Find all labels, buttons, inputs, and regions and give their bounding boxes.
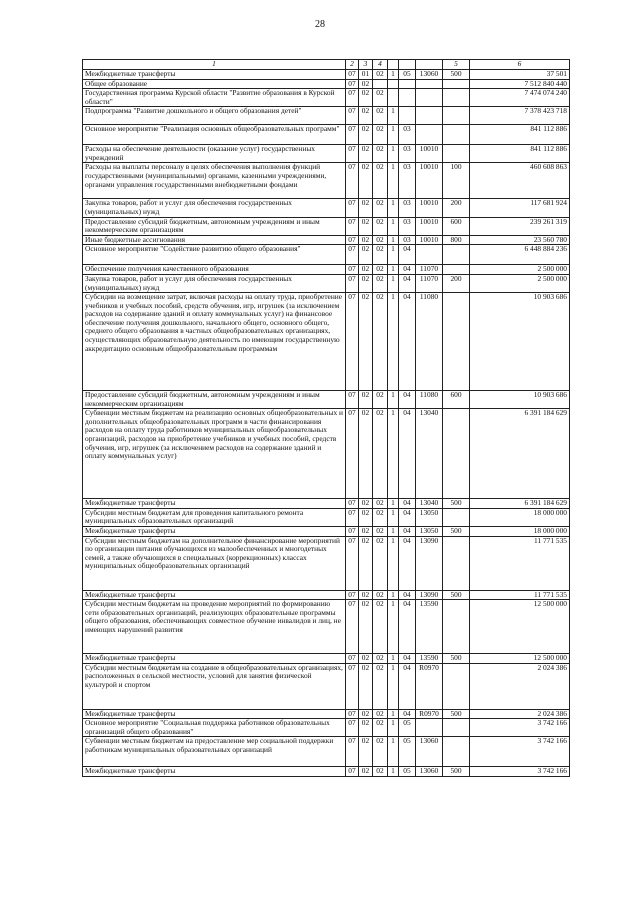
section-code-cell: 07 [346, 89, 359, 107]
amount-cell: 12 500 000 [470, 654, 570, 664]
table-row [83, 709, 570, 719]
program-code-cell: 02 [373, 654, 388, 664]
program-code-cell: 02 [373, 107, 388, 125]
direction-code-cell: 10010 [416, 235, 443, 245]
amount-cell: 7 512 840 440 [470, 79, 570, 89]
subsection-code-cell: 02 [359, 79, 373, 89]
expense-type-code-cell: 800 [443, 235, 470, 245]
amount-cell: 3 742 166 [470, 737, 570, 767]
subsection-code-cell: 02 [359, 709, 373, 719]
subsection-code-cell: 02 [359, 107, 373, 125]
program-code-cell: 02 [373, 293, 388, 391]
direction-code-cell [416, 719, 443, 737]
section-code-cell: 07 [346, 663, 359, 709]
subsection-code-cell: 02 [359, 245, 373, 265]
amount-cell: 7 378 423 718 [470, 107, 570, 125]
direction-code-cell: 13050 [416, 526, 443, 536]
table-row [83, 499, 570, 509]
program-code-cell: 02 [373, 235, 388, 245]
item-name-cell: Субвенции местным бюджетам на реализацию основных общеобразовательных и дополнительных общеобразовательных программ в части финансирования расходов на оплату труда работников муниципальных общеобразовательных организаций, расходов на приобретение учебников и учебных пособий, средств обучения, игр, игрушек (за исключением расходов на содержание зданий и оплату коммунальных услуг) [83, 409, 346, 499]
subsection-code-cell: 02 [359, 654, 373, 664]
amount-cell: 37 501 [470, 70, 570, 80]
header-cell: 3 [359, 60, 373, 70]
amount-cell: 12 500 000 [470, 600, 570, 654]
expense-type-code-cell [443, 245, 470, 265]
subprogram-code-cell: 1 [388, 217, 399, 235]
expense-type-code-cell [443, 79, 470, 89]
direction-code-cell: 13590 [416, 600, 443, 654]
amount-cell: 23 560 780 [470, 235, 570, 245]
section-code-cell: 07 [346, 70, 359, 80]
amount-cell: 7 474 074 240 [470, 89, 570, 107]
expense-type-code-cell: 500 [443, 767, 470, 777]
table-row [83, 199, 570, 217]
subsection-code-cell: 02 [359, 163, 373, 199]
program-code-cell: 02 [373, 199, 388, 217]
subprogram-code-cell: 1 [388, 663, 399, 709]
program-code-cell: 02 [373, 409, 388, 499]
subsection-code-cell: 02 [359, 125, 373, 145]
amount-cell: 11 771 535 [470, 590, 570, 600]
expense-type-code-cell [443, 600, 470, 654]
expense-type-code-cell: 500 [443, 654, 470, 664]
header-cell: 4 [373, 60, 388, 70]
subprogram-code-cell: 1 [388, 409, 399, 499]
direction-code-cell [416, 107, 443, 125]
subprogram-code-cell: 1 [388, 590, 399, 600]
expense-type-code-cell [443, 265, 470, 275]
table-row [83, 737, 570, 767]
direction-code-cell: 11070 [416, 265, 443, 275]
header-cell: 1 [83, 60, 346, 70]
program-code-cell: 02 [373, 600, 388, 654]
direction-code-cell: 13060 [416, 737, 443, 767]
event-code-cell: 04 [399, 293, 416, 391]
subsection-code-cell: 02 [359, 719, 373, 737]
item-name-cell: Межбюджетные трансферты [83, 70, 346, 80]
event-code-cell: 04 [399, 245, 416, 265]
amount-cell: 239 261 319 [470, 217, 570, 235]
section-code-cell: 07 [346, 590, 359, 600]
item-name-cell: Межбюджетные трансферты [83, 654, 346, 664]
direction-code-cell: 13590 [416, 654, 443, 664]
subprogram-code-cell [388, 79, 399, 89]
event-code-cell: 04 [399, 536, 416, 590]
section-code-cell: 07 [346, 163, 359, 199]
section-code-cell: 07 [346, 293, 359, 391]
table-header-row [83, 60, 570, 70]
expense-type-code-cell [443, 293, 470, 391]
amount-cell: 2 024 386 [470, 709, 570, 719]
program-code-cell: 02 [373, 767, 388, 777]
event-code-cell: 04 [399, 508, 416, 526]
expense-type-code-cell: 600 [443, 217, 470, 235]
expense-type-code-cell [443, 536, 470, 590]
section-code-cell: 07 [346, 145, 359, 163]
table-row [83, 79, 570, 89]
amount-cell: 841 112 886 [470, 125, 570, 145]
subprogram-code-cell: 1 [388, 737, 399, 767]
section-code-cell: 07 [346, 235, 359, 245]
direction-code-cell: 13060 [416, 70, 443, 80]
subprogram-code-cell: 1 [388, 107, 399, 125]
amount-cell: 10 903 686 [470, 391, 570, 409]
direction-code-cell: 10010 [416, 217, 443, 235]
event-code-cell: 04 [399, 590, 416, 600]
subprogram-code-cell: 1 [388, 767, 399, 777]
header-cell [416, 60, 443, 70]
event-code-cell: 05 [399, 767, 416, 777]
expense-type-code-cell [443, 663, 470, 709]
expense-type-code-cell [443, 719, 470, 737]
expense-type-code-cell [443, 89, 470, 107]
table-row [83, 663, 570, 709]
program-code-cell: 02 [373, 145, 388, 163]
item-name-cell: Межбюджетные трансферты [83, 499, 346, 509]
subprogram-code-cell: 1 [388, 235, 399, 245]
program-code-cell: 02 [373, 709, 388, 719]
item-name-cell: Субсидии местным бюджетам на проведение мероприятий по формированию сети образовательных организаций, реализующих образовательные программы общего образования, обеспечивающих совместное обучение инвалидов и лиц, не имеющих нарушений развития [83, 600, 346, 654]
subsection-code-cell: 02 [359, 526, 373, 536]
table-row [83, 526, 570, 536]
event-code-cell: 04 [399, 600, 416, 654]
subprogram-code-cell: 1 [388, 145, 399, 163]
table-row [83, 217, 570, 235]
direction-code-cell: 13090 [416, 590, 443, 600]
event-code-cell: 03 [399, 163, 416, 199]
event-code-cell: 04 [399, 499, 416, 509]
program-code-cell: 02 [373, 265, 388, 275]
event-code-cell: 04 [399, 409, 416, 499]
subsection-code-cell: 02 [359, 767, 373, 777]
event-code-cell: 04 [399, 274, 416, 292]
program-code-cell: 02 [373, 89, 388, 107]
table-row [83, 767, 570, 777]
section-code-cell: 07 [346, 719, 359, 737]
event-code-cell: 04 [399, 265, 416, 275]
subsection-code-cell: 02 [359, 600, 373, 654]
program-code-cell: 02 [373, 590, 388, 600]
direction-code-cell: 10010 [416, 199, 443, 217]
direction-code-cell [416, 245, 443, 265]
expense-type-code-cell [443, 107, 470, 125]
item-name-cell: Основное мероприятие "Реализация основных общеобразовательных программ" [83, 125, 346, 145]
event-code-cell [399, 79, 416, 89]
item-name-cell: Основное мероприятие "Социальная поддержка работников образовательных организаций общего образования" [83, 719, 346, 737]
program-code-cell: 02 [373, 245, 388, 265]
program-code-cell: 02 [373, 508, 388, 526]
subprogram-code-cell: 1 [388, 245, 399, 265]
item-name-cell: Расходы на выплаты персоналу в целях обеспечения выполнения функций государственными (муниципальными) органами, казенными учреждениями, органами управления государственными внебюджетными фондами [83, 163, 346, 199]
amount-cell: 18 000 000 [470, 526, 570, 536]
subsection-code-cell: 02 [359, 391, 373, 409]
program-code-cell [373, 79, 388, 89]
amount-cell: 2 024 386 [470, 663, 570, 709]
item-name-cell: Межбюджетные трансферты [83, 526, 346, 536]
table-row [83, 508, 570, 526]
section-code-cell: 07 [346, 199, 359, 217]
subprogram-code-cell: 1 [388, 719, 399, 737]
program-code-cell: 02 [373, 526, 388, 536]
table-row [83, 600, 570, 654]
program-code-cell: 02 [373, 70, 388, 80]
subsection-code-cell: 02 [359, 145, 373, 163]
subsection-code-cell: 02 [359, 274, 373, 292]
expense-type-code-cell: 500 [443, 526, 470, 536]
subprogram-code-cell: 1 [388, 654, 399, 664]
amount-cell: 11 771 535 [470, 536, 570, 590]
event-code-cell: 04 [399, 526, 416, 536]
amount-cell: 841 112 886 [470, 145, 570, 163]
amount-cell: 2 500 000 [470, 274, 570, 292]
amount-cell: 2 500 000 [470, 265, 570, 275]
item-name-cell: Государственная программа Курской области "Развитие образования в Курской области" [83, 89, 346, 107]
header-cell: 2 [346, 60, 359, 70]
table-row [83, 536, 570, 590]
table-row [83, 125, 570, 145]
section-code-cell: 07 [346, 709, 359, 719]
direction-code-cell [416, 125, 443, 145]
section-code-cell: 07 [346, 245, 359, 265]
direction-code-cell: R0970 [416, 663, 443, 709]
expense-type-code-cell: 600 [443, 391, 470, 409]
table-row [83, 163, 570, 199]
section-code-cell: 07 [346, 107, 359, 125]
item-name-cell: Обеспечение получения качественного образования [83, 265, 346, 275]
subprogram-code-cell: 1 [388, 265, 399, 275]
subprogram-code-cell: 1 [388, 70, 399, 80]
program-code-cell: 02 [373, 719, 388, 737]
section-code-cell: 07 [346, 654, 359, 664]
section-code-cell: 07 [346, 600, 359, 654]
item-name-cell: Расходы на обеспечение деятельности (оказание услуг) государственных учреждений [83, 145, 346, 163]
subsection-code-cell: 02 [359, 199, 373, 217]
direction-code-cell: 11070 [416, 274, 443, 292]
table-row [83, 274, 570, 292]
program-code-cell: 02 [373, 217, 388, 235]
header-cell [388, 60, 399, 70]
program-code-cell: 02 [373, 663, 388, 709]
event-code-cell: 05 [399, 70, 416, 80]
section-code-cell: 07 [346, 536, 359, 590]
item-name-cell: Закупка товаров, работ и услуг для обеспечения государственных (муниципальных) нужд [83, 199, 346, 217]
subprogram-code-cell: 1 [388, 274, 399, 292]
item-name-cell: Общее образование [83, 79, 346, 89]
item-name-cell: Субсидии на возмещение затрат, включая расходы на оплату труда, приобретение учебников и учебных пособий, средств обучения, игр, игрушек (за исключением расходов на содержание зданий и оплату коммунальных услуг) на финансовое обеспечение получения дошкольного, начального общего, основного общего, среднего общего образования в частных общеобразовательных организациях, осуществляющих образовательную деятельность по имеющим государственную аккредитацию основным общеобразовательным программам [83, 293, 346, 391]
event-code-cell: 03 [399, 217, 416, 235]
table-row [83, 719, 570, 737]
expense-type-code-cell: 200 [443, 274, 470, 292]
event-code-cell [399, 107, 416, 125]
expense-type-code-cell [443, 508, 470, 526]
table-row [83, 654, 570, 664]
table-row [83, 70, 570, 80]
program-code-cell: 02 [373, 274, 388, 292]
direction-code-cell: 10010 [416, 145, 443, 163]
item-name-cell: Субвенции местным бюджетам на предоставление мер социальной поддержки работникам муниципальных образовательных организаций [83, 737, 346, 767]
subprogram-code-cell: 1 [388, 508, 399, 526]
section-code-cell: 07 [346, 217, 359, 235]
section-code-cell: 07 [346, 767, 359, 777]
subsection-code-cell: 02 [359, 590, 373, 600]
amount-cell: 6 448 884 236 [470, 245, 570, 265]
amount-cell: 3 742 166 [470, 719, 570, 737]
expense-type-code-cell [443, 145, 470, 163]
section-code-cell: 07 [346, 274, 359, 292]
section-code-cell: 07 [346, 79, 359, 89]
subprogram-code-cell [388, 89, 399, 107]
direction-code-cell: 13090 [416, 536, 443, 590]
subsection-code-cell: 02 [359, 508, 373, 526]
subprogram-code-cell: 1 [388, 709, 399, 719]
item-name-cell: Подпрограмма "Развитие дошкольного и общего образования детей" [83, 107, 346, 125]
event-code-cell [399, 89, 416, 107]
header-cell: 6 [470, 60, 570, 70]
amount-cell: 3 742 166 [470, 767, 570, 777]
section-code-cell: 07 [346, 499, 359, 509]
expense-type-code-cell: 200 [443, 199, 470, 217]
event-code-cell: 05 [399, 719, 416, 737]
budget-table [82, 59, 570, 777]
event-code-cell: 04 [399, 663, 416, 709]
subprogram-code-cell: 1 [388, 125, 399, 145]
section-code-cell: 07 [346, 409, 359, 499]
subsection-code-cell: 02 [359, 293, 373, 391]
table-row [83, 293, 570, 391]
table-row [83, 235, 570, 245]
subprogram-code-cell: 1 [388, 199, 399, 217]
item-name-cell: Предоставление субсидий бюджетным, автономным учреждениям и иным некоммерческим организациям [83, 391, 346, 409]
program-code-cell: 02 [373, 536, 388, 590]
program-code-cell: 02 [373, 499, 388, 509]
amount-cell: 6 391 184 629 [470, 409, 570, 499]
subsection-code-cell: 02 [359, 499, 373, 509]
amount-cell: 6 391 184 629 [470, 499, 570, 509]
section-code-cell: 07 [346, 265, 359, 275]
expense-type-code-cell [443, 125, 470, 145]
subsection-code-cell: 02 [359, 737, 373, 767]
subprogram-code-cell: 1 [388, 526, 399, 536]
program-code-cell: 02 [373, 163, 388, 199]
item-name-cell: Иные бюджетные ассигнования [83, 235, 346, 245]
section-code-cell: 07 [346, 125, 359, 145]
direction-code-cell: 11080 [416, 293, 443, 391]
expense-type-code-cell [443, 409, 470, 499]
item-name-cell: Субсидии местным бюджетам для проведения капитального ремонта муниципальных образовательных организаций [83, 508, 346, 526]
table-row [83, 145, 570, 163]
table-row [83, 409, 570, 499]
event-code-cell: 03 [399, 125, 416, 145]
amount-cell: 10 903 686 [470, 293, 570, 391]
direction-code-cell: 13050 [416, 508, 443, 526]
table-row [83, 89, 570, 107]
subprogram-code-cell: 1 [388, 499, 399, 509]
subprogram-code-cell: 1 [388, 600, 399, 654]
item-name-cell: Субсидии местным бюджетам на дополнительное финансирование мероприятий по организации питания обучающихся из малообеспеченных и многодетных семей, а также обучающихся в специальных (коррекционных) классах муниципальных общеобразовательных организаций [83, 536, 346, 590]
subsection-code-cell: 02 [359, 89, 373, 107]
subsection-code-cell: 02 [359, 663, 373, 709]
expense-type-code-cell: 500 [443, 499, 470, 509]
expense-type-code-cell: 100 [443, 163, 470, 199]
table-row [83, 590, 570, 600]
item-name-cell: Межбюджетные трансферты [83, 709, 346, 719]
program-code-cell: 02 [373, 125, 388, 145]
event-code-cell: 05 [399, 737, 416, 767]
subsection-code-cell: 02 [359, 265, 373, 275]
expense-type-code-cell: 500 [443, 590, 470, 600]
subsection-code-cell: 02 [359, 409, 373, 499]
item-name-cell: Основное мероприятие "Содействие развитию общего образования" [83, 245, 346, 265]
subprogram-code-cell: 1 [388, 293, 399, 391]
item-name-cell: Предоставление субсидий бюджетным, автономным учреждениям и иным некоммерческим организациям [83, 217, 346, 235]
amount-cell: 460 608 863 [470, 163, 570, 199]
section-code-cell: 07 [346, 737, 359, 767]
table-row [83, 265, 570, 275]
item-name-cell: Субсидии местным бюджетам на создание в общеобразовательных организациях, расположенных в сельской местности, условий для занятия физической культурой и спортом [83, 663, 346, 709]
header-cell [399, 60, 416, 70]
table-row [83, 391, 570, 409]
direction-code-cell: 13040 [416, 409, 443, 499]
section-code-cell: 07 [346, 391, 359, 409]
program-code-cell: 02 [373, 391, 388, 409]
item-name-cell: Межбюджетные трансферты [83, 590, 346, 600]
table-row [83, 245, 570, 265]
subsection-code-cell: 02 [359, 536, 373, 590]
direction-code-cell: 13060 [416, 767, 443, 777]
table-row [83, 107, 570, 125]
item-name-cell: Межбюджетные трансферты [83, 767, 346, 777]
expense-type-code-cell [443, 737, 470, 767]
event-code-cell: 04 [399, 654, 416, 664]
item-name-cell: Закупка товаров, работ и услуг для обеспечения государственных (муниципальных) нужд [83, 274, 346, 292]
direction-code-cell: 13040 [416, 499, 443, 509]
event-code-cell: 03 [399, 235, 416, 245]
amount-cell: 117 681 924 [470, 199, 570, 217]
direction-code-cell [416, 89, 443, 107]
subsection-code-cell: 01 [359, 70, 373, 80]
event-code-cell: 04 [399, 391, 416, 409]
program-code-cell: 02 [373, 737, 388, 767]
header-cell: 5 [443, 60, 470, 70]
section-code-cell: 07 [346, 526, 359, 536]
page-number: 28 [315, 19, 325, 30]
direction-code-cell: 10010 [416, 163, 443, 199]
event-code-cell: 04 [399, 709, 416, 719]
expense-type-code-cell: 500 [443, 70, 470, 80]
expense-type-code-cell: 500 [443, 709, 470, 719]
subprogram-code-cell: 1 [388, 391, 399, 409]
section-code-cell: 07 [346, 508, 359, 526]
event-code-cell: 03 [399, 145, 416, 163]
subsection-code-cell: 02 [359, 217, 373, 235]
direction-code-cell: 11080 [416, 391, 443, 409]
subprogram-code-cell: 1 [388, 163, 399, 199]
direction-code-cell [416, 79, 443, 89]
amount-cell: 18 000 000 [470, 508, 570, 526]
subsection-code-cell: 02 [359, 235, 373, 245]
subprogram-code-cell: 1 [388, 536, 399, 590]
direction-code-cell: R0970 [416, 709, 443, 719]
event-code-cell: 03 [399, 199, 416, 217]
